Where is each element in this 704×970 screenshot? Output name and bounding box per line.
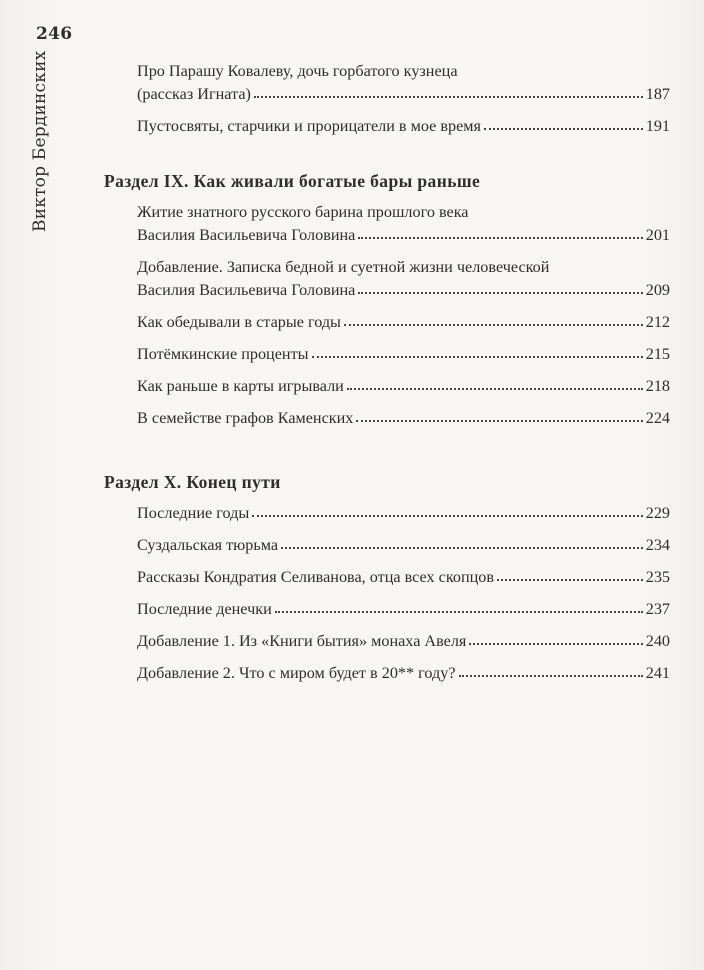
dot-leader	[312, 356, 643, 358]
toc-entry-page: 218	[645, 377, 670, 395]
toc-entry[interactable]	[137, 375, 670, 398]
dot-leader	[275, 611, 643, 613]
toc-entry-title-line: Про Парашу Ковалеву, дочь горбатого кузнеца	[137, 62, 458, 80]
toc-entry[interactable]	[137, 534, 670, 557]
toc-entry-title-line: Как раньше в карты игрывали	[137, 377, 344, 395]
running-head	[30, 52, 56, 232]
toc-entry[interactable]	[137, 115, 670, 138]
toc-entry-page: 240	[645, 632, 670, 650]
toc-entry[interactable]	[137, 60, 670, 106]
toc-entry[interactable]	[137, 256, 670, 302]
section-title[interactable]: Раздел X. Конец пути	[104, 472, 281, 492]
toc-entry-page: 229	[645, 504, 670, 522]
toc-entry-page: 209	[645, 281, 670, 299]
toc-entry-page: 191	[645, 117, 670, 135]
dot-leader	[469, 643, 642, 645]
toc-entry-title-line: Добавление. Записка бедной и суетной жизни человеческой	[137, 258, 550, 276]
toc-entry-page: 212	[645, 313, 670, 331]
running-head-text: Виктор Бердинских	[30, 50, 50, 232]
table-of-contents	[104, 60, 670, 694]
dot-leader	[459, 675, 643, 677]
toc-entry-title-line: В семействе графов Каменских	[137, 409, 354, 427]
toc-entry-title-line: Как обедывали в старые годы	[137, 313, 341, 331]
toc-entry-title-line: Потёмкинские проценты	[137, 345, 309, 363]
toc-entry-page: 187	[645, 85, 670, 103]
dot-leader	[497, 579, 643, 581]
toc-entry[interactable]	[137, 502, 670, 525]
dot-leader	[356, 420, 642, 422]
dot-leader	[344, 324, 643, 326]
dot-leader	[281, 547, 643, 549]
toc-entry-title-line: Рассказы Кондратия Селиванова, отца всех скопцов	[137, 568, 495, 586]
toc-entry-page: 241	[645, 664, 670, 682]
toc-entry[interactable]	[137, 201, 670, 247]
toc-entry[interactable]	[137, 662, 670, 685]
dot-leader	[484, 128, 643, 130]
toc-entry[interactable]	[137, 343, 670, 366]
toc-entry-title-line: Последние годы	[137, 504, 250, 522]
toc-entry-title-line: Последние денечки	[137, 600, 272, 618]
toc-entry-page: 224	[645, 409, 670, 427]
toc-entry[interactable]	[137, 407, 670, 430]
toc-entry-title-line: Пустосвяты, старчики и прорицатели в мое время	[137, 117, 481, 135]
toc-entry-page: 215	[645, 345, 670, 363]
toc-entry[interactable]	[137, 630, 670, 653]
toc-entry-title-line: Житие знатного русского барина прошлого века	[137, 203, 469, 221]
dot-leader	[252, 515, 643, 517]
toc-entry-title-line: (рассказ Игната)	[137, 85, 251, 103]
toc-entry-page: 235	[645, 568, 670, 586]
dot-leader	[254, 96, 643, 98]
dot-leader	[358, 237, 642, 239]
toc-entry[interactable]	[137, 566, 670, 589]
toc-entry-title-line: Добавление 1. Из «Книги бытия» монаха Авеля	[137, 632, 467, 650]
toc-entry-page: 201	[645, 226, 670, 244]
dot-leader	[347, 388, 643, 390]
toc-entry[interactable]	[137, 598, 670, 621]
toc-entry-page: 237	[645, 600, 670, 618]
toc-entry-title-line: Василия Васильевича Головина	[137, 226, 356, 244]
section-title[interactable]: Раздел IX. Как живали богатые бары раньше	[104, 171, 481, 191]
toc-entry-title-line: Добавление 2. Что с миром будет в 20** году?	[137, 664, 456, 682]
toc-entry[interactable]	[137, 311, 670, 334]
toc-entry-title-line: Василия Васильевича Головина	[137, 281, 356, 299]
page-number: 246	[36, 24, 73, 44]
toc-entry-page: 234	[645, 536, 670, 554]
dot-leader	[358, 292, 642, 294]
toc-entry-title-line: Суздальская тюрьма	[137, 536, 279, 554]
